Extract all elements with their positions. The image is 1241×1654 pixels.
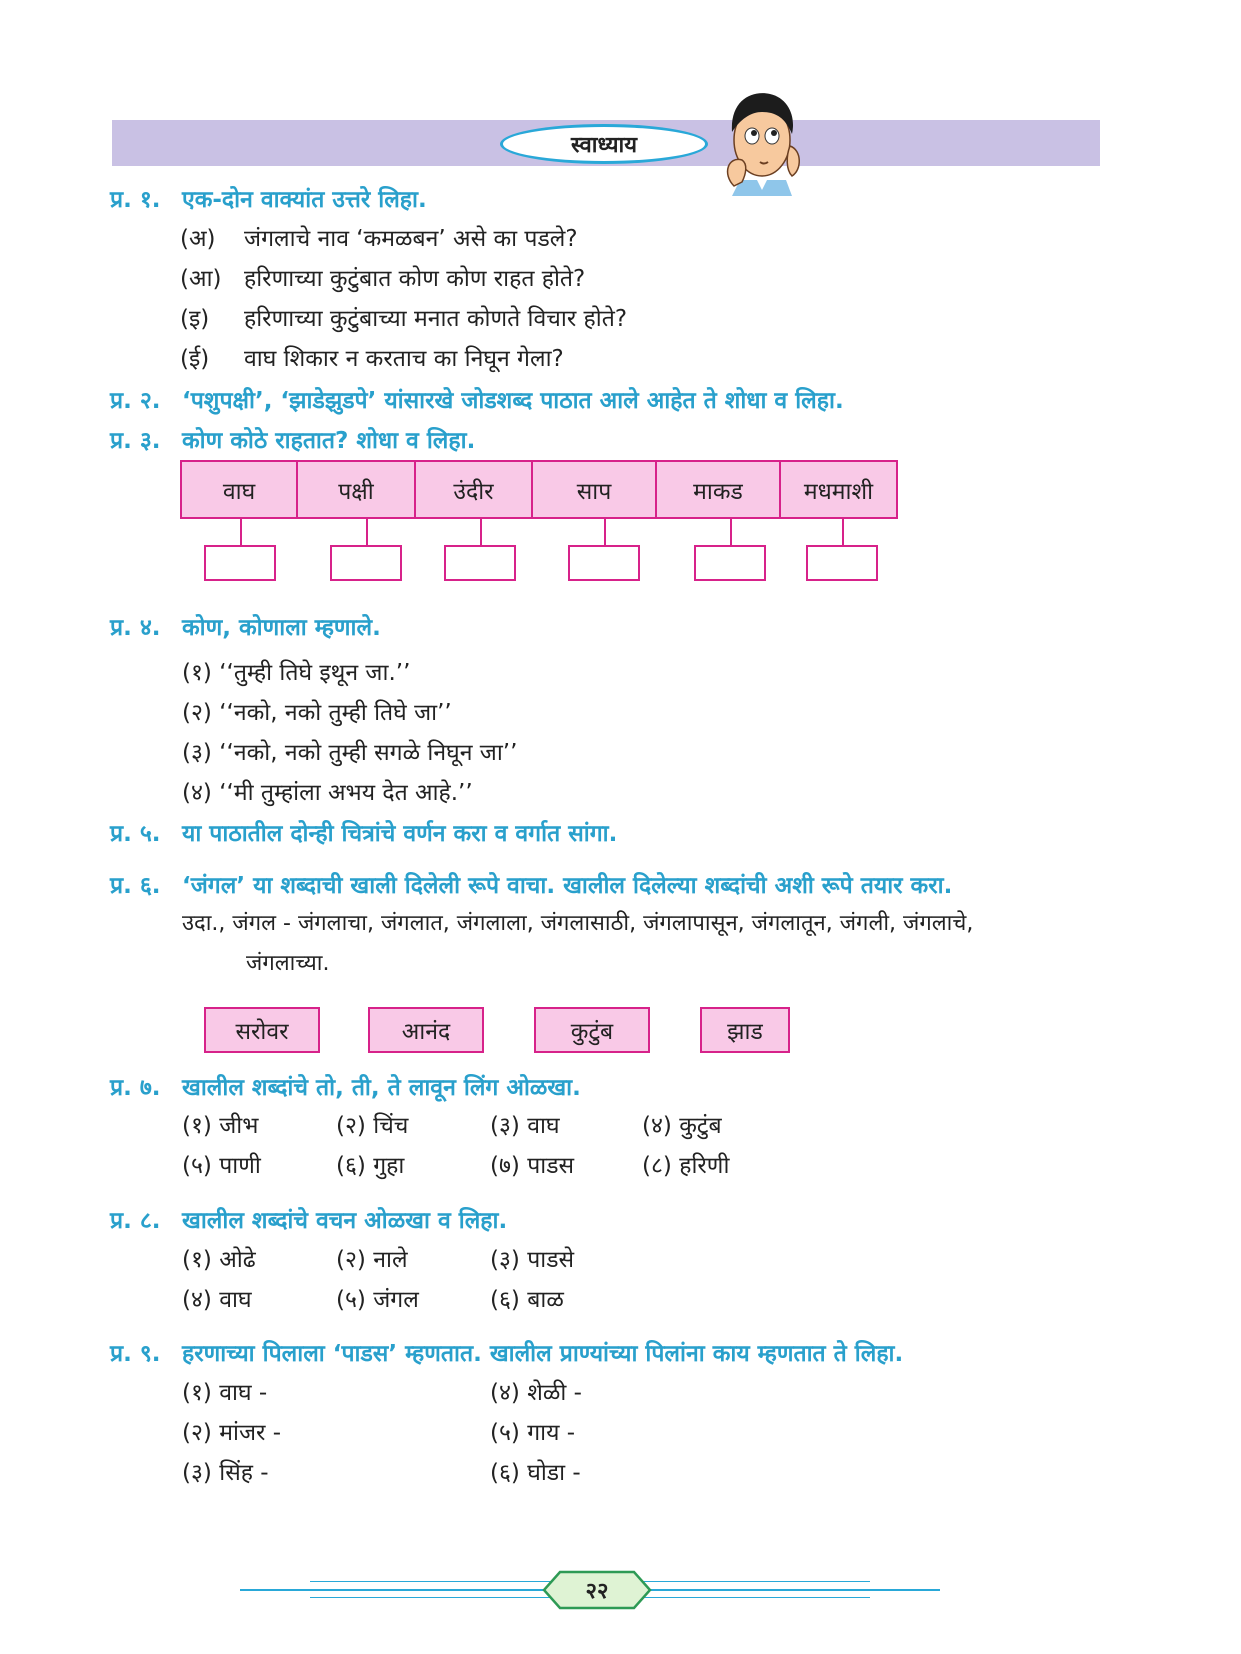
list-item: (४) शेळी -: [490, 1380, 582, 1406]
list-item: (अ) जंगलाचे नाव ‘कमळबन’ असे का पडले?: [180, 226, 578, 252]
list-item: (६) घोडा -: [490, 1460, 581, 1486]
question-1: [110, 182, 427, 214]
list-item: (३) पाडसे: [490, 1247, 575, 1273]
list-item: (३) वाघ: [490, 1113, 560, 1139]
page-number: २२: [585, 1579, 609, 1604]
answer-box[interactable]: [694, 545, 766, 581]
list-item: (६) गुहा: [336, 1153, 405, 1179]
connector-line: [240, 519, 242, 545]
question-text: खालील शब्दांचे तो, ती, ते लावून लिंग ओळखा.: [182, 1075, 581, 1101]
question-3: [110, 423, 475, 455]
connector-line: [480, 519, 482, 545]
list-item: (२) चिंच: [336, 1113, 409, 1139]
question-7: [110, 1070, 581, 1102]
list-item: (इ) हरिणाच्या कुटुंबाच्या मनात कोणते विचार होते?: [180, 306, 628, 332]
list-item: (२) ‘‘नको, नको तुम्ही तिघे जा’’: [182, 700, 452, 726]
question-text: हरणाच्या पिलाला ‘पाडस’ म्हणतात. खालील प्राण्यांच्या पिलांना काय म्हणतात ते लिहा.: [182, 1341, 904, 1367]
answer-box[interactable]: [444, 545, 516, 581]
list-item: (ई) वाघ शिकार न करताच का निघून गेला?: [180, 346, 564, 372]
list-item: (१) ओढे: [182, 1247, 256, 1273]
list-item: (१) ‘‘तुम्ही तिघे इथून जा.’’: [182, 660, 411, 686]
page-title: स्वाध्याय: [500, 124, 708, 164]
animal-cell: साप: [531, 460, 657, 519]
list-item: (७) पाडस: [490, 1153, 575, 1179]
question-number: प्र. ३.: [110, 428, 161, 454]
question-text: कोण कोठे राहतात? शोधा व लिहा.: [182, 428, 476, 454]
question-number: प्र. ७.: [110, 1075, 161, 1101]
list-item: (६) बाळ: [490, 1287, 564, 1313]
question-text: कोण, कोणाला म्हणाले.: [182, 615, 381, 641]
list-item: (४) ‘‘मी तुम्हांला अभय देत आहे.’’: [182, 780, 473, 806]
question-number: प्र. २.: [110, 388, 161, 414]
answer-box[interactable]: [806, 545, 878, 581]
list-item: (५) जंगल: [336, 1287, 419, 1313]
connector-line: [730, 519, 732, 545]
answer-box[interactable]: [204, 545, 276, 581]
question-number: प्र. १.: [110, 187, 161, 213]
question-number: प्र. ५.: [110, 821, 161, 847]
question-text: ‘जंगल’ या शब्दाची खाली दिलेली रूपे वाचा. खालील दिलेल्या शब्दांची अशी रूपे तयार करा.: [182, 873, 953, 899]
answer-box[interactable]: [568, 545, 640, 581]
connector-line: [366, 519, 368, 545]
word-box: झाड: [700, 1007, 790, 1053]
question-5: [110, 816, 617, 848]
example-line: उदा., जंगल - जंगलाचा, जंगलात, जंगलाला, जंगलासाठी, जंगलापासून, जंगलातून, जंगली, जंगलाचे,: [182, 911, 974, 936]
question-text: ‘पशुपक्षी’, ‘झाडेझुडपे’ यांसारखे जोडशब्द पाठात आले आहेत ते शोधा व लिहा.: [182, 388, 844, 414]
question-number: प्र. ८.: [110, 1208, 161, 1234]
animal-cell: पक्षी: [296, 460, 416, 519]
list-item: (३) ‘‘नको, नको तुम्ही सगळे निघून जा’’: [182, 740, 518, 766]
question-8: [110, 1203, 507, 1235]
question-4: [110, 610, 381, 642]
thinking-boy-illustration: [712, 86, 808, 196]
question-text: एक-दोन वाक्यांत उत्तरे लिहा.: [182, 187, 427, 213]
animal-cell: माकड: [655, 460, 781, 519]
list-item: (२) नाले: [336, 1247, 408, 1273]
word-box: आनंद: [368, 1007, 484, 1053]
list-item: (८) हरिणी: [642, 1153, 730, 1179]
list-item: (४) वाघ: [182, 1287, 252, 1313]
list-item: (३) सिंह -: [182, 1460, 269, 1486]
example-line: जंगलाच्या.: [246, 951, 330, 976]
question-text: या पाठातील दोन्ही चित्रांचे वर्णन करा व वर्गात सांगा.: [182, 821, 618, 847]
question-number: प्र. ९.: [110, 1341, 161, 1367]
list-item: (४) कुटुंब: [642, 1113, 722, 1139]
list-item: (५) पाणी: [182, 1153, 261, 1179]
question-text: खालील शब्दांचे वचन ओळखा व लिहा.: [182, 1208, 508, 1234]
animal-cell: उंदीर: [414, 460, 533, 519]
question-number: प्र. ४.: [110, 615, 161, 641]
list-item: (आ) हरिणाच्या कुटुंबात कोण कोण राहत होते?: [180, 266, 586, 292]
word-box: सरोवर: [204, 1007, 320, 1053]
answer-box[interactable]: [330, 545, 402, 581]
word-box: कुटुंब: [534, 1007, 650, 1053]
question-number: प्र. ६.: [110, 873, 161, 899]
question-6: [110, 868, 952, 900]
list-item: (२) मांजर -: [182, 1420, 282, 1446]
animal-cell: मधमाशी: [779, 460, 898, 519]
list-item: (१) जीभ: [182, 1113, 259, 1139]
question-9: [110, 1336, 903, 1368]
connector-line: [604, 519, 606, 545]
list-item: (१) वाघ -: [182, 1380, 268, 1406]
question-2: [110, 383, 844, 415]
list-item: (५) गाय -: [490, 1420, 576, 1446]
animal-cell: वाघ: [180, 460, 298, 519]
animal-table: [180, 460, 900, 519]
connector-line: [842, 519, 844, 545]
